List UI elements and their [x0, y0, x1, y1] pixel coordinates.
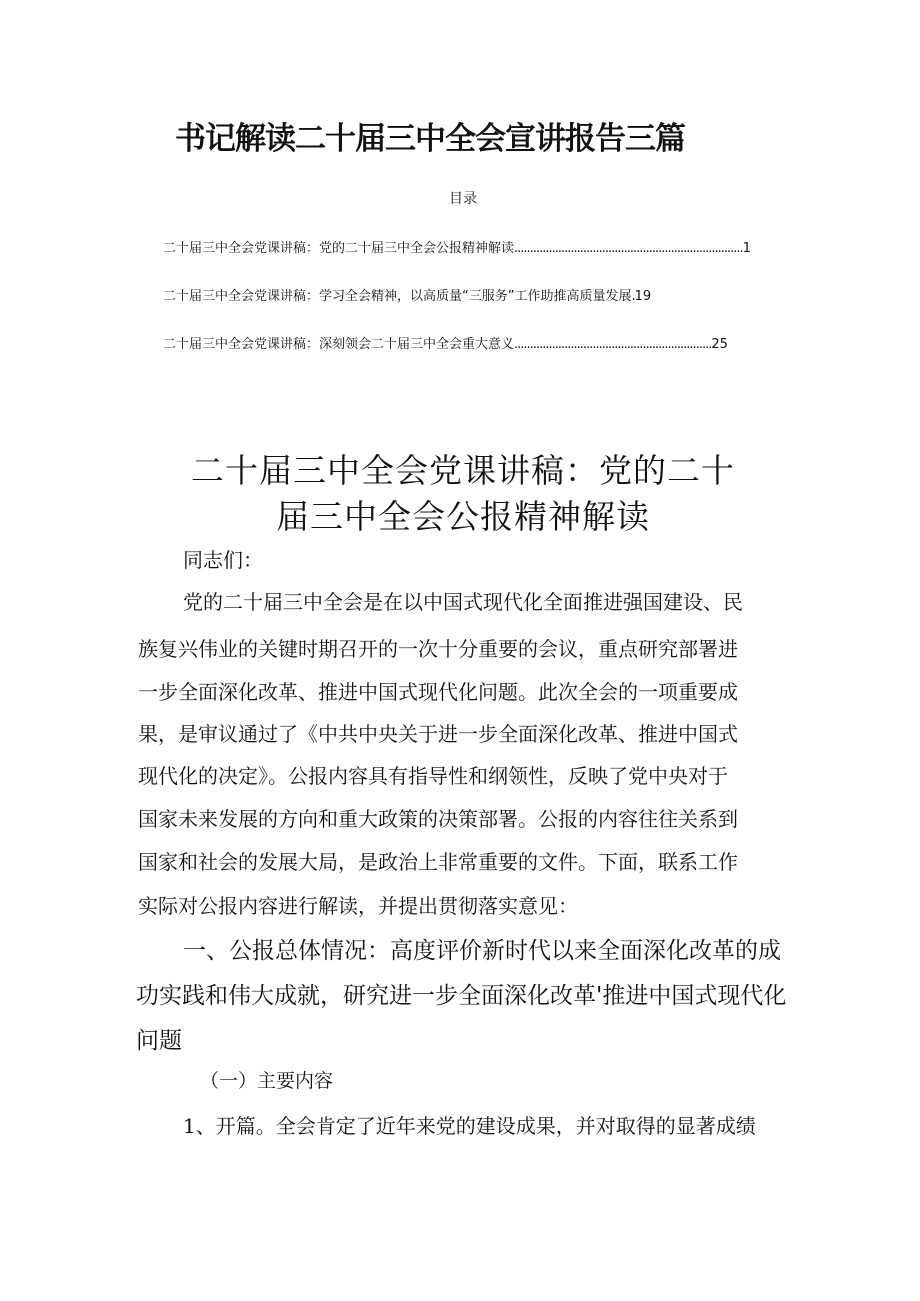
paragraph-line: 族复兴伟业的关键时期召开的一次十分重要的会议，重点研究部署进: [138, 637, 738, 661]
heading1-line: 一、公报总体情况：高度评价新时代以来全面深化改革的成: [183, 938, 781, 964]
toc-entry-text: 二十届三中全会党课讲稿：深刻领会二十届三中全会重大意义: [163, 337, 515, 352]
toc-entry[interactable]: [163, 286, 771, 308]
section-title-line: 二十届三中全会党课讲稿：党的二十: [191, 451, 735, 490]
toc-entry[interactable]: [163, 238, 771, 260]
toc-leader-dots: .........................................................................: [514, 241, 743, 256]
heading1-line: 问题: [136, 1028, 182, 1054]
paragraph-line: 现代化的决定》。公报内容具有指导性和纲领性，反映了党中央对于: [138, 764, 728, 788]
paragraph-line: 实际对公报内容进行解读，并提出贯彻落实意见：: [138, 894, 578, 918]
toc-page-number: 19: [634, 289, 652, 304]
paragraph-line: 国家和社会的发展大局，是政治上非常重要的文件。下面，联系工作: [138, 850, 738, 874]
paragraph-line: 党的二十届三中全会是在以中国式现代化全面推进强国建设、民: [183, 590, 743, 614]
toc-entry-text: 二十届三中全会党课讲稿：学习全会精神，以高质量“三服务”工作助推高质量发展: [163, 289, 632, 304]
toc-leader-dots: ...............................................................: [514, 337, 712, 352]
paragraph-line: 果，是审议通过了《中共中央关于进一步全面深化改革、推进中国式: [138, 722, 738, 746]
toc-page-number: 1: [742, 241, 751, 256]
toc-entry[interactable]: [163, 334, 771, 356]
section-title-line: 届三中全会公报精神解读: [276, 497, 650, 536]
salutation: 同志们：: [183, 548, 263, 572]
document-title: 书记解读二十届三中全会宣讲报告三篇: [175, 121, 685, 157]
toc-entry-text: 二十届三中全会党课讲稿：党的二十届三中全会公报精神解读: [163, 241, 515, 256]
toc-leader-dots: .: [631, 289, 635, 304]
subheading: （一）主要内容: [200, 1070, 334, 1092]
list-item: 1、开篇。全会肯定了近年来党的建设成果，并对取得的显著成绩: [183, 1114, 756, 1138]
heading1-line: 功实践和伟大成就，研究进一步全面深化改革'推进中国式现代化: [136, 983, 787, 1009]
paragraph-line: 国家未来发展的方向和重大政策的决策部署。公报的内容往往关系到: [138, 807, 738, 831]
toc-page-number: 25: [711, 337, 728, 352]
toc-heading: 目录: [449, 191, 477, 207]
paragraph-line: 一步全面深化改革、推进中国式现代化问题。此次全会的一项重要成: [138, 680, 738, 704]
